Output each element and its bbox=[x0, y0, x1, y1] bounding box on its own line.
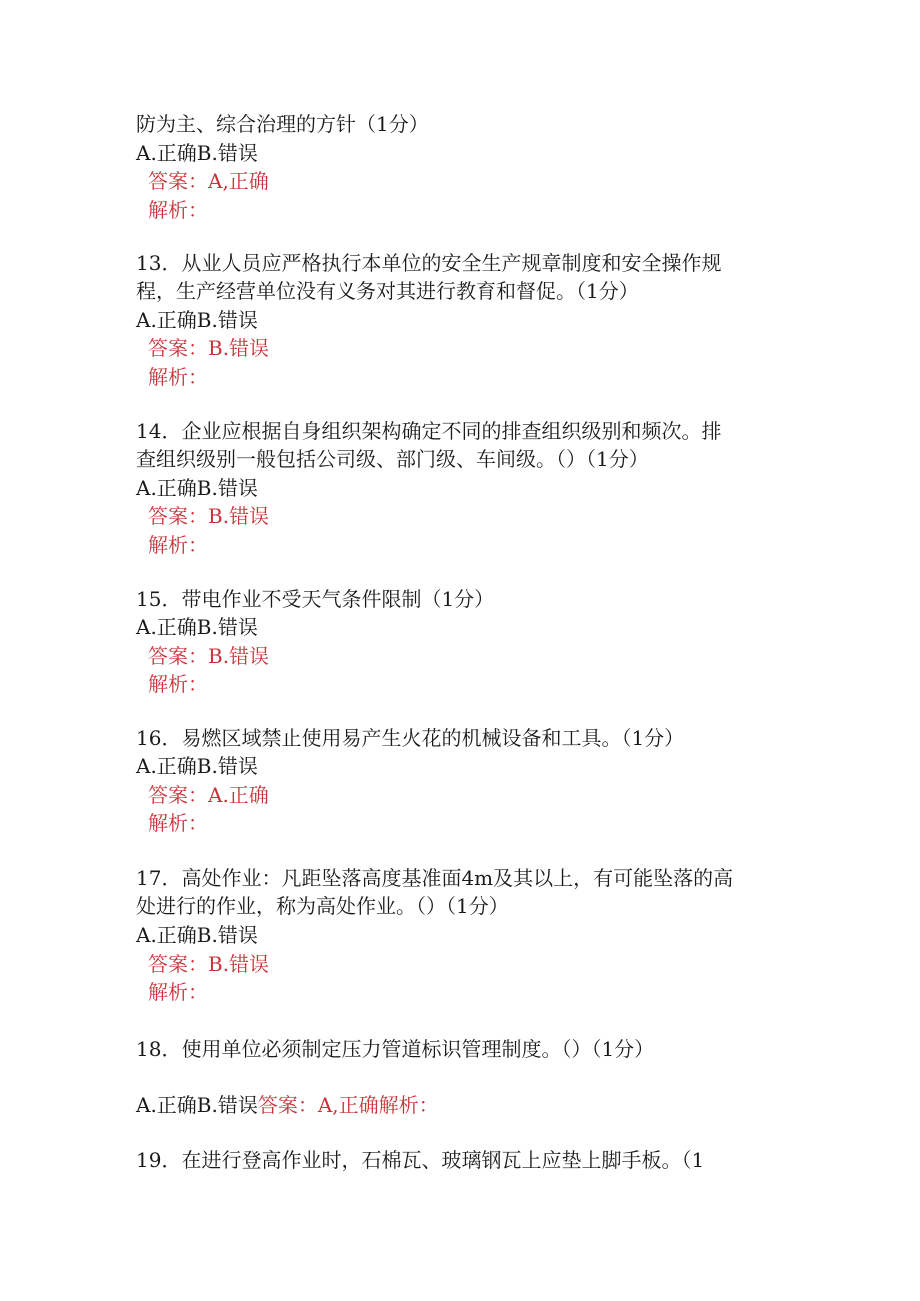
q17-options: A.正确B.错误 bbox=[136, 923, 258, 947]
q18-options-line bbox=[136, 1091, 439, 1119]
q17-analysis: 解析： bbox=[148, 980, 208, 1004]
q16-answer: 答案：A.正确 bbox=[148, 783, 269, 807]
q14-options: A.正确B.错误 bbox=[136, 476, 258, 500]
q12-analysis: 解析： bbox=[148, 198, 208, 222]
q14-analysis: 解析： bbox=[148, 533, 208, 557]
q14-stem-line1: 14．企业应根据自身组织架构确定不同的排查组织级别和频次。排 bbox=[136, 419, 722, 443]
q16-stem-line1: 16．易燃区域禁止使用易产生火花的机械设备和工具。（1分） bbox=[136, 726, 685, 750]
q18-stem-line1: 18．使用单位必须制定压力管道标识管理制度。（）（1分） bbox=[136, 1037, 655, 1061]
q13-stem-line2: 程，生产经营单位没有义务对其进行教育和督促。（1分） bbox=[136, 279, 639, 303]
q14-stem-line2: 查组织级别一般包括公司级、部门级、车间级。（）（1分） bbox=[136, 447, 649, 471]
q14-answer: 答案：B.错误 bbox=[148, 504, 270, 528]
q19-stem-line1: 19．在进行登高作业时，石棉瓦、玻璃钢瓦上应垫上脚手板。（1 bbox=[136, 1148, 705, 1172]
q16-analysis: 解析： bbox=[148, 811, 208, 835]
q17-stem-line1: 17．高处作业：凡距坠落高度基准面4m及其以上，有可能坠落的高 bbox=[136, 866, 734, 890]
q15-stem-line1: 15．带电作业不受天气条件限制（1分） bbox=[136, 587, 495, 611]
q12-options: A.正确B.错误 bbox=[136, 141, 258, 165]
q18-options: A.正确B.错误 bbox=[136, 1093, 258, 1117]
q13-options: A.正确B.错误 bbox=[136, 308, 258, 332]
q12-answer: 答案：A,正确 bbox=[148, 169, 269, 193]
q16-options: A.正确B.错误 bbox=[136, 754, 258, 778]
q17-stem-line2: 处进行的作业，称为高处作业。（）（1分） bbox=[136, 894, 509, 918]
q18-answer-inline: 答案：A,正确解析： bbox=[257, 1093, 439, 1117]
q15-analysis: 解析： bbox=[148, 672, 208, 696]
q12-stem-line2: 防为主、综合治理的方针（1分） bbox=[136, 112, 429, 136]
q13-stem-line1: 13．从业人员应严格执行本单位的安全生产规章制度和安全操作规 bbox=[136, 251, 722, 275]
q13-answer: 答案：B.错误 bbox=[148, 336, 270, 360]
q15-options: A.正确B.错误 bbox=[136, 615, 258, 639]
q17-answer: 答案：B.错误 bbox=[148, 952, 270, 976]
q15-answer: 答案：B.错误 bbox=[148, 644, 270, 668]
q13-analysis: 解析： bbox=[148, 365, 208, 389]
